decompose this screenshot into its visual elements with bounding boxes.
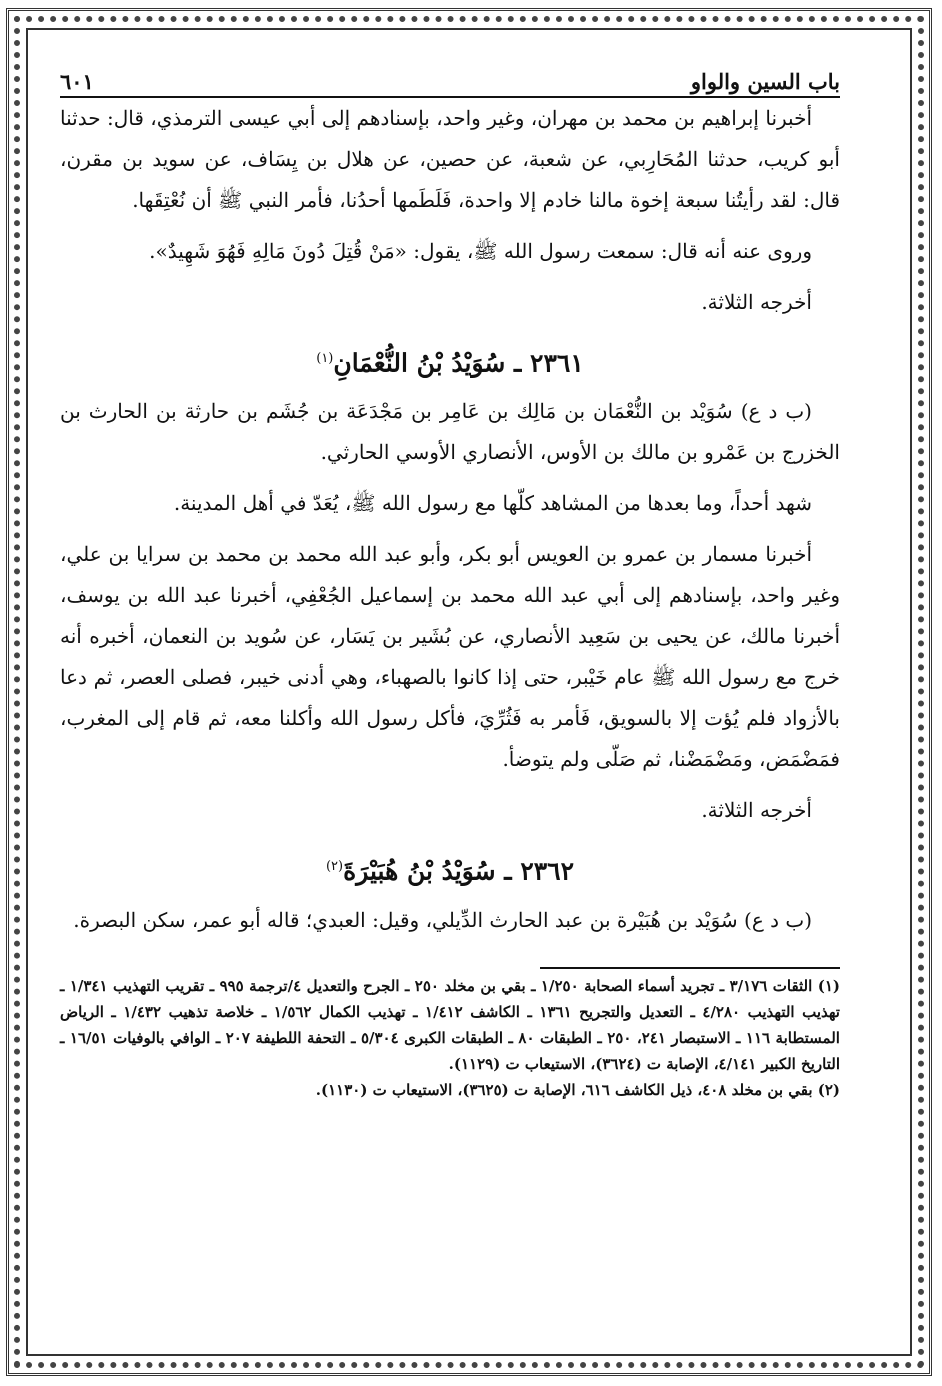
entry-heading-text: ٢٣٦١ ـ سُوَيْدُ بْنُ النُّعْمَانِ (333, 348, 584, 378)
page-number: ٦٠١ (60, 69, 94, 94)
book-page (60, 60, 840, 1103)
footnote-rule (540, 967, 840, 969)
paragraph: شهد أحداً، وما بعدها من المشاهد كلّها مع رسول الله ﷺ، يُعَدّ في أهل المدينة. (173, 491, 812, 516)
footnote: (٢) بقي بن مخلد ٤٠٨، ذيل الكاشف ٦١٦، الإصابة ت (٣٦٢٥)، الاستيعاب ت (١١٣٠). (315, 1080, 840, 1099)
entry-heading-text: ٢٣٦٢ ـ سُوَيْدُ بْنُ هُبَيْرَةَ (343, 856, 575, 886)
footnote-ref[interactable]: (٢) (325, 859, 344, 875)
body-text (60, 98, 840, 941)
running-head (60, 60, 840, 98)
footnote: (١) الثقات ٣/١٧٦ ـ تجريد أسماء الصحابة ١/٢٥٠ ـ بقي بن مخلد ٢٥٠ ـ الجرح والتعديل ٤/ترجمة ٩٩٥ ـ تقريب التهذيب ١/٣٤١ ـ تهذيب التهذيب ٤/٢٨٠ ـ التعديل والتجريح ١٣٦١ ـ الكاشف ١/٤١٢ ـ تهذيب الكمال ١/٥٦٢ ـ خلاصة تذهيب ١/٤٣٢ ـ الرياض المستطابة ١١٦ ـ الاستبصار ٢٤١، ٢٥٠ ـ الطبقات ٨٠ ـ الطبقات الكبرى ٥/٣٠٤ ـ التحفة اللطيفة ٢٠٧ ـ الوافي بالوفيات ١٦/٥١ ـ التاريخ الكبير ٤/١٤١، الإصابة ت (٣٦٢٤)، الاستيعاب ت (١١٢٩). (60, 976, 840, 1073)
paragraph: أخبرنا مسمار بن عمرو بن العويس أبو بكر، وأبو عبد الله محمد بن محمد بن سرايا بن علي، وغير واحد، بإسنادهم إلى أبي عبد الله محمد بن إسماعيل الجُعْفِي، أخبرنا عبد الله بن يوسف، أخبرنا مالك، عن يحيى بن سَعِيد الأنصاري، عن بُشَير بن يَسَار، عن سُويد بن النعمان، أخبره أنه خرج مع رسول الله ﷺ عام خَيْبر، حتى إذا كانوا بالصهباء، وهي أدنى خيبر، فصلى العصر، ثم دعا بالأزواد فلم يُؤت إلا بالسويق، فَأمر به فَثُرِّيَ، فأكل رسول الله وأكلنا معه، ثم قام إلى المغرب، فمَضْمَض، ومَضْمَضْنا، ثم صَلّى ولم يتوضأ. (60, 542, 840, 772)
paragraph: (ب د ع) سُوَيْد بن النُّعْمَان بن مَالِك بن عَامِر بن مَجْدَعَة بن جُشَم بن حارثة بن الحارث بن الخزرج بن عَمْرو بن مالك بن الأوس، الأنصاري الأوسي الحارثي. (60, 399, 840, 465)
paragraph: أخرجه الثلاثة. (701, 290, 812, 314)
entry-heading-2362 (60, 845, 840, 893)
footnote-ref[interactable]: (١) (316, 351, 334, 366)
entry-heading-2361 (60, 337, 840, 385)
paragraph: (ب د ع) سُوَيْد بن هُبَيْرة بن عبد الحارث الدِّيلي، وقيل: العبدي؛ قاله أبو عمر، سكن البصرة. (73, 907, 812, 932)
footnotes (60, 967, 840, 1103)
paragraph: أخرجه الثلاثة. (701, 798, 812, 823)
paragraph: وروى عنه أنه قال: سمعت رسول الله ﷺ، يقول: «مَنْ قُتِلَ دُونَ مَالِهِ فَهُوَ شَهِيدٌ». (149, 239, 812, 263)
running-head-title: باب السين والواو (690, 69, 840, 94)
paragraph: أخبرنا إبراهيم بن محمد بن مهران، وغير واحد، بإسنادهم إلى أبي عيسى الترمذي، قال: حدثنا أبو كريب، حدثنا المُحَارِبي، عن شعبة، عن حصين، عن هلال بن يِسَاف، عن سويد بن مقرن، قال: لقد رأيتُنا سبعة إخوة مالنا خادم إلا واحدة، فَلَطَمها أحدُنا، فأمر النبي ﷺ أن نُعْتِقَها. (60, 106, 840, 212)
